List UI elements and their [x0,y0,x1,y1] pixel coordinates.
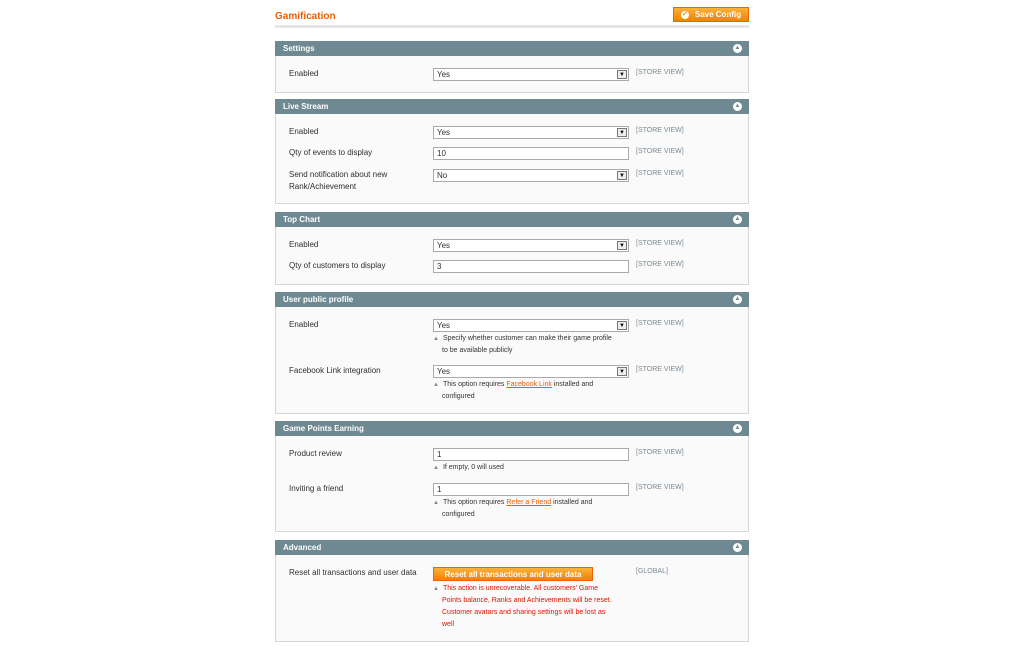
section-points-earning-body [275,436,749,532]
field-label: Send notification about new Rank/Achievement [289,170,388,191]
chevron-down-icon[interactable]: ▼ [617,321,627,330]
note-text: to be available publicly [442,347,513,354]
warning-note [433,583,633,631]
section-settings-header[interactable] [275,41,749,56]
select-value: Yes [437,241,451,250]
collapse-icon[interactable]: ▲ [734,216,741,222]
field-label: Product review [289,449,342,458]
section-title: User public profile [283,295,354,304]
section-top-chart-body [275,227,749,285]
scope-label: [STORE VIEW] [636,69,684,76]
collapse-icon[interactable]: ▲ [734,425,741,431]
section-public-profile-body [275,307,749,414]
section-settings [275,41,749,93]
scope-label: [GLOBAL] [636,568,668,575]
field-label: Enabled [289,69,319,78]
note-text: installed and [551,499,593,506]
triangle-icon: ▲ [433,465,439,471]
facebook-link-select[interactable] [433,365,629,378]
field-label: Inviting a friend [289,484,344,493]
note-text: configured [442,393,475,400]
field-note [433,462,633,474]
settings-enabled-select[interactable] [433,68,629,81]
warning-text: well [442,621,455,628]
scope-label: [STORE VIEW] [636,148,684,155]
field-note [433,497,633,521]
select-value: No [437,171,448,180]
invite-friend-input[interactable]: 1 [433,483,629,496]
note-text: configured [442,511,475,518]
triangle-icon: ▲ [433,382,439,388]
triangle-icon: ▲ [433,586,439,592]
collapse-icon[interactable]: ▲ [734,544,741,550]
scope-label: [STORE VIEW] [636,366,684,373]
save-config-button[interactable] [673,7,749,22]
scope-label: [STORE VIEW] [636,261,684,268]
section-title: Settings [283,44,315,53]
scope-label: [STORE VIEW] [636,170,684,177]
note-text: If empty, 0 will used [442,464,504,471]
section-public-profile [275,292,749,414]
section-title: Top Chart [283,215,321,224]
scope-label: [STORE VIEW] [636,484,684,491]
chevron-down-icon[interactable]: ▼ [617,171,627,180]
section-title: Advanced [283,543,322,552]
collapse-icon[interactable]: ▲ [734,45,741,51]
select-value: Yes [437,321,451,330]
facebook-link-link[interactable]: Facebook Link [506,381,552,388]
field-label: Qty of customers to display [289,261,386,270]
chevron-down-icon[interactable]: ▼ [617,367,627,376]
section-public-profile-header[interactable] [275,292,749,307]
triangle-icon: ▲ [433,500,439,506]
select-value: Yes [437,70,451,79]
section-advanced-header[interactable] [275,540,749,555]
collapse-icon[interactable]: ▲ [734,103,741,109]
section-live-stream-header[interactable] [275,99,749,114]
chart-qty-input[interactable]: 3 [433,260,629,273]
warning-text: Customer avatars and sharing settings will be lost as [442,609,606,616]
chevron-down-icon[interactable]: ▼ [617,70,627,79]
scope-label: [STORE VIEW] [636,127,684,134]
section-points-earning [275,421,749,532]
scope-label: [STORE VIEW] [636,240,684,247]
scope-label: [STORE VIEW] [636,449,684,456]
select-value: Yes [437,367,451,376]
profile-enabled-select[interactable] [433,319,629,332]
product-review-input[interactable]: 1 [433,448,629,461]
collapse-icon[interactable]: ▲ [734,296,741,302]
chart-enabled-select[interactable] [433,239,629,252]
triangle-icon: ▲ [433,336,439,342]
field-label: Enabled [289,240,319,249]
chevron-down-icon[interactable]: ▼ [617,128,627,137]
live-enabled-select[interactable] [433,126,629,139]
warning-text: This action is unrecoverable. All customers' Game [442,585,598,592]
section-title: Live Stream [283,102,329,111]
field-note [433,333,633,357]
refer-a-friend-link[interactable]: Refer a Friend [506,499,552,506]
select-value: Yes [437,128,451,137]
page-title: Gamification [275,11,336,22]
section-points-earning-header[interactable] [275,421,749,436]
note-text: installed and [551,381,594,388]
save-config-label: Save Config [694,10,742,19]
check-circle-icon: ✓ [681,10,688,18]
note-text: This option requires [442,499,507,506]
live-notify-select[interactable] [433,169,629,182]
section-top-chart [275,212,749,285]
section-top-chart-header[interactable] [275,212,749,227]
page-header [275,0,749,28]
scope-label: [STORE VIEW] [636,320,684,327]
section-settings-body [275,56,749,93]
note-text: Specify whether customer can make their game profile [442,335,612,342]
warning-text: Points balance, Ranks and Achievements will be reset. [442,597,612,604]
field-note [433,379,633,403]
field-label: Reset all transactions and user data [289,568,417,577]
field-label: Enabled [289,127,319,136]
chevron-down-icon[interactable]: ▼ [617,241,627,250]
section-title: Game Points Earning [283,424,364,433]
field-label: Facebook Link integration [289,366,381,375]
section-advanced [275,540,749,642]
reset-data-button[interactable]: Reset all transactions and user data [433,567,593,581]
field-label: Enabled [289,320,319,329]
section-advanced-body [275,555,749,642]
section-live-stream [275,99,749,204]
note-text: This option requires [442,381,507,388]
live-qty-input[interactable]: 10 [433,147,629,160]
section-live-stream-body [275,114,749,204]
field-label: Qty of events to display [289,148,373,157]
